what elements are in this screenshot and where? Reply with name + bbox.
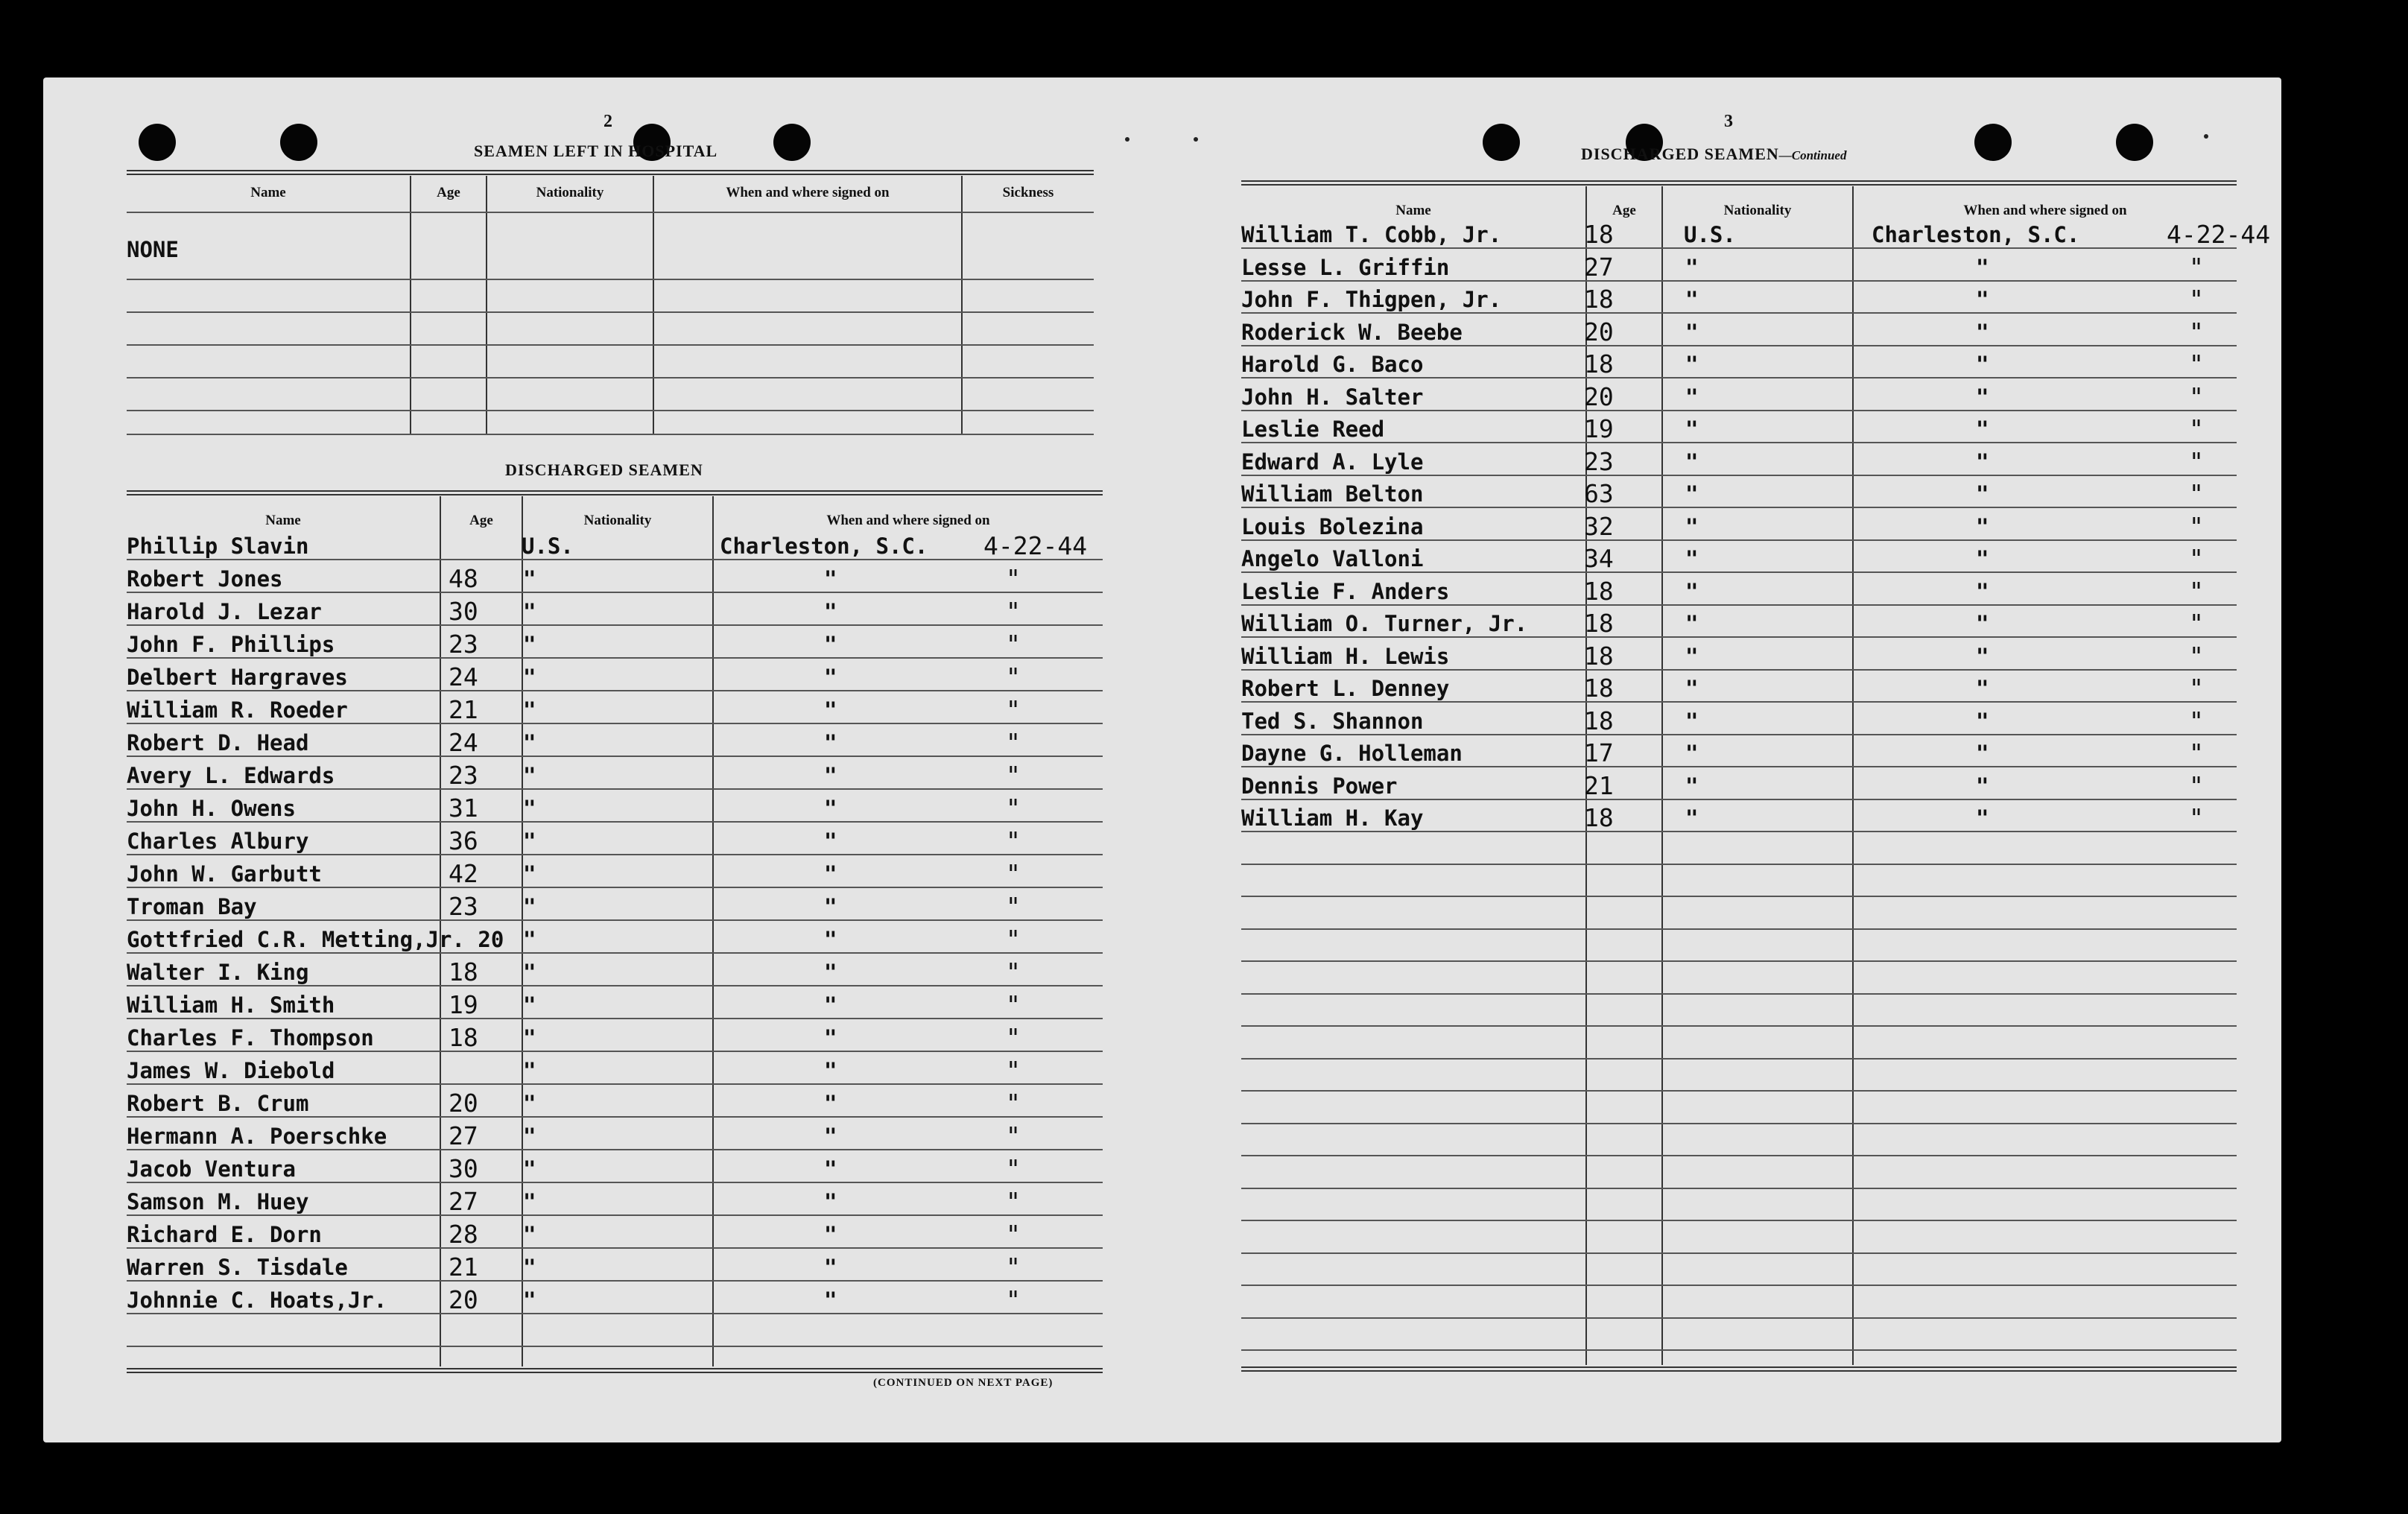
signed-on-place: " [1976,676,1989,701]
signed-on-date: " [1006,1220,1021,1249]
signed-on-place: " [1976,741,1989,766]
seaman-nationality: " [1685,287,1699,312]
seaman-age: 63 [1584,479,1614,508]
speck [1125,137,1129,142]
seaman-nationality: " [1685,741,1699,766]
signed-on-place: " [1976,805,1989,831]
signed-on-date: " [1006,761,1021,790]
seaman-name: Troman Bay [127,894,257,919]
signed-on-date: " [1006,597,1021,626]
seaman-age: 18 [1584,803,1614,832]
signed-on-place: " [824,861,837,887]
signed-on-date: " [2189,479,2204,508]
discharged-table-right [1241,180,2271,1365]
signed-on-place: " [824,763,837,788]
seaman-name: William T. Cobb, Jr. [1241,222,1502,247]
signed-on-date: " [1006,1056,1021,1085]
seaman-nationality: " [523,927,536,952]
signed-on-date: " [1006,859,1021,888]
seaman-age: 24 [449,662,478,691]
signed-on-place: " [1976,254,1989,280]
signed-on-date: " [1006,630,1021,659]
seaman-name: Angelo Valloni [1241,546,1424,571]
seaman-nationality: " [523,632,536,657]
seaman-name: John W. Garbutt [127,861,322,887]
seaman-age: 23 [449,630,478,659]
col-header-name: Name [250,185,286,200]
col-header-signed-on: When and where signed on [826,513,990,528]
seaman-age: 18 [1584,609,1614,638]
seaman-age: 28 [449,1220,478,1249]
signed-on-date: " [1006,695,1021,724]
seaman-name: Dennis Power [1241,773,1398,799]
signed-on-date: " [1006,564,1021,593]
seaman-name: Robert L. Denney [1241,676,1450,701]
signed-on-place: " [1976,513,1989,539]
signed-on-date: " [1006,826,1021,855]
seaman-age: 18 [1584,285,1614,314]
signed-on-date: 4-22-44 [2167,220,2271,249]
seaman-nationality: " [523,599,536,624]
signed-on-place: " [824,1124,837,1149]
signed-on-place: " [1976,384,1989,410]
signed-on-date: " [2189,576,2204,606]
signed-on-date: " [1006,1252,1021,1282]
seaman-name: Leslie Reed [1241,416,1385,442]
discharged-section-title: DISCHARGED SEAMEN [505,460,703,479]
signed-on-date: " [1006,794,1021,823]
seaman-age: 21 [449,1252,478,1282]
signed-on-date: " [2189,738,2204,767]
seaman-name: Walter I. King [127,960,309,985]
seaman-name: Warren S. Tisdale [127,1255,348,1280]
hospital-section-title: SEAMEN LEFT IN HOSPITAL [474,142,718,160]
seaman-nationality: " [1685,416,1699,442]
seaman-nationality: " [1685,352,1699,377]
signed-on-place: " [1976,449,1989,475]
seaman-nationality: " [1685,449,1699,475]
seaman-nationality: " [1685,546,1699,571]
page-number-left: 2 [603,112,612,131]
col-header-name: Name [265,513,301,528]
signed-on-date: " [2189,706,2204,735]
seaman-age: 23 [449,761,478,790]
seaman-age: 48 [449,564,478,593]
signed-on-place: " [824,1025,837,1051]
seaman-age: 20 [449,1285,478,1314]
seaman-age: 19 [1584,414,1614,443]
signed-on-date: " [2189,544,2204,573]
seaman-nationality: " [523,566,536,592]
seaman-nationality: " [1685,319,1699,345]
seaman-name: Edward A. Lyle [1241,449,1424,475]
seaman-nationality: " [1685,384,1699,410]
discharged-table-left [127,490,1103,1366]
seaman-name: John F. Thigpen, Jr. [1241,287,1502,312]
seaman-name: Harold J. Lezar [127,599,322,624]
signed-on-date: " [2189,803,2204,832]
seaman-name: Samson M. Huey [127,1189,309,1214]
seaman-name: William R. Roeder [127,697,348,723]
signed-on-place: " [824,1287,837,1313]
signed-on-date: " [2189,414,2204,443]
seaman-name: Avery L. Edwards [127,763,335,788]
seaman-age: 19 [449,990,478,1019]
signed-on-date: " [1006,892,1021,921]
signed-on-date: " [1006,1089,1021,1118]
seaman-nationality: " [523,1156,536,1182]
punch-hole [1483,124,1520,161]
signed-on-place: " [1976,352,1989,377]
seaman-age: 31 [449,794,478,823]
title-text: DISCHARGED SEAMEN [1581,145,1779,163]
seaman-nationality: " [523,1189,536,1214]
seaman-age: 20 [1584,381,1614,411]
signed-on-date: 4-22-44 [983,531,1088,560]
seaman-nationality: " [1685,708,1699,734]
seaman-name: Richard E. Dorn [127,1222,322,1247]
discharged-continued-title [1581,145,1846,164]
seaman-name: Robert D. Head [127,730,309,756]
seaman-nationality: " [523,992,536,1018]
punch-hole [2116,124,2153,161]
col-header-signed-on: When and where signed on [726,185,890,200]
seaman-age: 23 [1584,446,1614,476]
seaman-nationality: " [1685,611,1699,636]
signed-on-place: Charleston, S.C. [1872,222,2080,247]
signed-on-place: " [1976,287,1989,312]
seaman-age: 24 [449,728,478,757]
seaman-nationality: " [1685,481,1699,507]
seaman-name: Johnnie C. Hoats,Jr. [127,1287,387,1313]
seaman-nationality: " [523,1124,536,1149]
seaman-name: Jacob Ventura [127,1156,296,1182]
seaman-nationality: " [1685,773,1699,799]
signed-on-date: " [2189,349,2204,378]
seaman-name: Gottfried C.R. Metting,Jr. 20 [127,927,504,952]
signed-on-place: " [1976,611,1989,636]
seaman-name: John F. Phillips [127,632,335,657]
seaman-nationality: " [523,861,536,887]
punch-hole [139,124,176,161]
seaman-nationality: " [523,1091,536,1116]
seaman-name: William H. Smith [127,992,335,1018]
seaman-name: William H. Kay [1241,805,1424,831]
seaman-nationality: " [523,894,536,919]
seaman-name: Delbert Hargraves [127,665,348,690]
col-header-sickness: Sickness [1002,185,1054,200]
seaman-age: 21 [1584,770,1614,800]
signed-on-date: " [1006,662,1021,691]
seaman-age: 42 [449,859,478,888]
col-header-nationality: Nationality [1723,203,1792,218]
signed-on-date: " [2189,770,2204,800]
punch-hole [280,124,317,161]
seaman-nationality: " [1685,643,1699,669]
seaman-nationality: " [523,1025,536,1051]
seaman-nationality: U.S. [1684,222,1736,247]
signed-on-place: " [824,566,837,592]
seaman-age: 18 [1584,220,1614,249]
signed-on-place: " [824,992,837,1018]
signed-on-date: " [2189,609,2204,638]
signed-on-date: " [1006,1154,1021,1183]
seaman-name: Phillip Slavin [127,533,309,559]
signed-on-place: " [1976,546,1989,571]
signed-on-place: " [824,927,837,952]
seaman-age: 21 [449,695,478,724]
seaman-nationality: " [523,730,536,756]
seaman-age: 27 [449,1187,478,1216]
seaman-name: James W. Diebold [127,1058,335,1083]
seaman-age: 18 [1584,674,1614,703]
title-suffix: —Continued [1778,148,1847,162]
seaman-age: 27 [449,1121,478,1150]
signed-on-date: " [2189,381,2204,411]
signed-on-place: " [824,599,837,624]
continued-note: (CONTINUED ON NEXT PAGE) [873,1377,1054,1389]
seaman-nationality: " [523,1222,536,1247]
seaman-name: William H. Lewis [1241,643,1450,669]
seaman-age: 18 [449,957,478,986]
seaman-name: Robert B. Crum [127,1091,309,1116]
seaman-age: 30 [449,597,478,626]
seaman-nationality: " [1685,513,1699,539]
seaman-age: 36 [449,826,478,855]
punch-hole [773,124,811,161]
hospital-row-name: NONE [127,237,179,262]
col-header-signed-on: When and where signed on [1963,203,2127,218]
seaman-age: 18 [449,1023,478,1052]
signed-on-place: " [824,960,837,985]
seaman-nationality: " [523,796,536,821]
signed-on-place: " [824,1058,837,1083]
signed-on-date: " [2189,674,2204,703]
signed-on-place: " [1976,708,1989,734]
seaman-nationality: " [1685,805,1699,831]
seaman-age: 18 [1584,641,1614,671]
signed-on-place: Charleston, S.C. [720,533,928,559]
seaman-nationality: " [523,697,536,723]
seaman-age: 30 [449,1154,478,1183]
seaman-name: Leslie F. Anders [1241,578,1450,604]
signed-on-date: " [2189,641,2204,671]
seaman-name: Louis Bolezina [1241,513,1424,539]
signed-on-date: " [2189,317,2204,346]
col-header-nationality: Nationality [536,185,604,200]
col-header-age: Age [437,185,460,200]
seaman-name: Charles Albury [127,829,309,854]
signed-on-place: " [824,796,837,821]
signed-on-date: " [1006,925,1021,954]
seaman-name: John H. Salter [1241,384,1424,410]
signed-on-date: " [1006,1285,1021,1314]
signed-on-date: " [1006,728,1021,757]
signed-on-date: " [1006,1187,1021,1216]
signed-on-place: " [824,697,837,723]
col-header-age: Age [1612,203,1636,218]
signed-on-place: " [824,894,837,919]
seaman-nationality: " [523,1255,536,1280]
seaman-age: 27 [1584,252,1614,282]
seaman-name: William O. Turner, Jr. [1241,611,1528,636]
seaman-nationality: " [523,1287,536,1313]
signed-on-date: " [2189,511,2204,541]
seaman-age: 18 [1584,349,1614,378]
seaman-nationality: " [523,1058,536,1083]
seaman-nationality: " [523,829,536,854]
seaman-name: Lesse L. Griffin [1241,254,1450,280]
seaman-age: 17 [1584,738,1614,767]
hospital-table [127,170,1094,435]
seaman-age: 23 [449,892,478,921]
signed-on-date: " [2189,285,2204,314]
signed-on-date: " [1006,1023,1021,1052]
signed-on-date: " [2189,252,2204,282]
col-header-age: Age [469,513,493,528]
signed-on-place: " [824,632,837,657]
seaman-nationality: " [523,665,536,690]
seaman-name: Robert Jones [127,566,283,592]
seaman-name: Roderick W. Beebe [1241,319,1463,345]
seaman-age: 32 [1584,511,1614,541]
punch-hole [1974,124,2012,161]
signed-on-place: " [1976,481,1989,507]
seaman-age: 20 [1584,317,1614,346]
signed-on-place: " [824,730,837,756]
signed-on-place: " [824,1091,837,1116]
seaman-age: 34 [1584,544,1614,573]
signed-on-place: " [824,1156,837,1182]
signed-on-date: " [2189,446,2204,476]
seaman-name: Dayne G. Holleman [1241,741,1463,766]
signed-on-place: " [1976,773,1989,799]
seaman-nationality: " [1685,676,1699,701]
seaman-nationality: " [1685,578,1699,604]
page-number-right: 3 [1724,112,1733,131]
seaman-nationality: " [1685,254,1699,280]
signed-on-place: " [824,1255,837,1280]
col-header-name: Name [1395,203,1431,218]
signed-on-place: " [824,1189,837,1214]
speck [1194,137,1198,142]
signed-on-place: " [1976,416,1989,442]
seaman-nationality: " [523,960,536,985]
seaman-name: Harold G. Baco [1241,352,1424,377]
signed-on-place: " [824,1222,837,1247]
document-sheet [43,77,2281,1442]
seaman-name: Ted S. Shannon [1241,708,1424,734]
seaman-name: Hermann A. Poerschke [127,1124,387,1149]
seaman-age: 18 [1584,576,1614,606]
signed-on-date: " [1006,990,1021,1019]
seaman-name: William Belton [1241,481,1424,507]
seaman-name: Charles F. Thompson [127,1025,374,1051]
signed-on-date: " [1006,1121,1021,1150]
seaman-nationality: U.S. [522,533,574,559]
speck [2204,134,2208,139]
col-header-nationality: Nationality [583,513,652,528]
signed-on-place: " [1976,643,1989,669]
signed-on-date: " [1006,957,1021,986]
signed-on-place: " [824,665,837,690]
seaman-name: John H. Owens [127,796,296,821]
seaman-age: 20 [449,1089,478,1118]
signed-on-place: " [1976,319,1989,345]
seaman-nationality: " [523,763,536,788]
seaman-age: 18 [1584,706,1614,735]
signed-on-place: " [824,829,837,854]
signed-on-place: " [1976,578,1989,604]
